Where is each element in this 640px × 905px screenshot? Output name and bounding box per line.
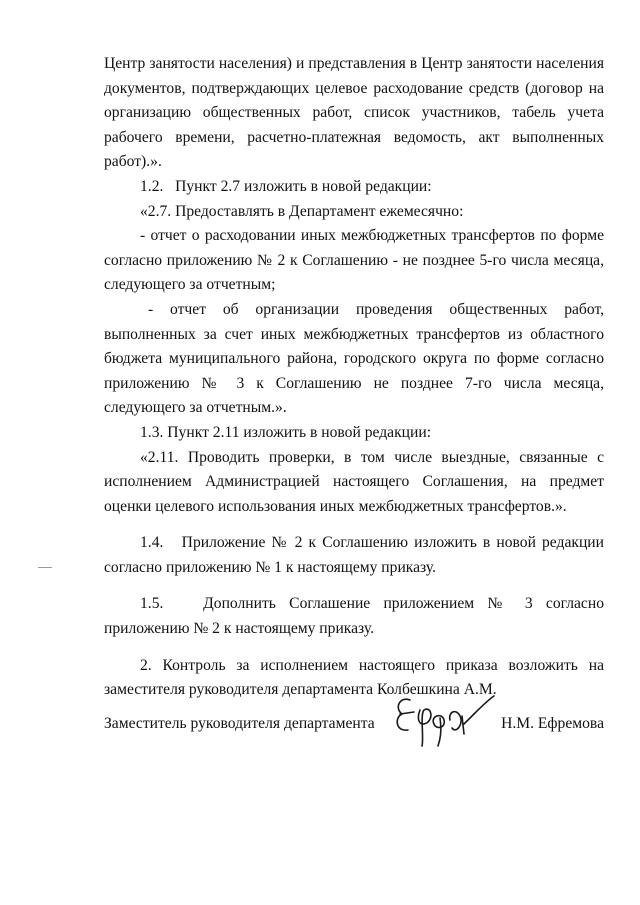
paragraph-item-1-4: 1.4. Приложение № 2 к Соглашению изложить в новой редакции согласно приложению № 1 к настоящему приказу.	[104, 534, 604, 576]
paragraph-item-1-5: 1.5. Дополнить Соглашение приложением № 3 согласно приложению № 2 к настоящему приказу.	[104, 595, 604, 638]
handwritten-signature	[390, 690, 496, 748]
paragraph-item-1-2: 1.2. Пункт 2.7 изложить в новой редакции:	[140, 177, 432, 195]
signatory-title: Заместитель руководителя департамента	[104, 715, 375, 732]
paragraph-gap	[104, 580, 604, 592]
paragraph-gap	[104, 642, 604, 654]
paragraph-item-2-control: 2. Контроль за исполнением настоящего приказа возложить на заместителя руководителя департамента Колбешкина А.М.	[104, 656, 604, 699]
signature-block	[104, 706, 604, 756]
paragraph-report-public-works: - отчет об организации проведения общественных работ, выполненных за счет иных межбюджетных трансфертов из областного бюджета муниципального района, городского округа по форме согласно приложению № 3 к Соглашению не позднее 7-го числа месяца, следующего за отчетным.».	[104, 300, 604, 417]
paragraph-gap	[104, 519, 604, 531]
document-body	[104, 52, 604, 703]
paragraph-clause-2-11: «2.11. Проводить проверки, в том числе выездные, связанные с исполнением Администрацией настоящего Соглашения, на предмет оценки целевого использования иных межбюджетных трансфертов.».	[104, 448, 604, 515]
paragraph-report-expenditure: - отчет о расходовании иных межбюджетных трансфертов по форме согласно приложению № 2 к Соглашению - не позднее 5-го числа месяца, следующего за отчетным;	[104, 227, 604, 294]
paragraph-continuation: Центр занятости населения) и представления в Центр занятости населения документов, подтверждающих целевое расходование средств (договор на организацию общественных работ, список участников, табель учета рабочего времени, расчетно-платежная ведомость, акт выполненных работ).».	[104, 55, 604, 171]
margin-mark	[38, 567, 52, 568]
paragraph-clause-2-7: «2.7. Предоставлять в Департамент ежемесячно:	[140, 202, 464, 220]
paragraph-item-1-3: 1.3. Пункт 2.11 изложить в новой редакции:	[140, 423, 432, 441]
signatory-name: Н.М. Ефремова	[501, 715, 604, 732]
